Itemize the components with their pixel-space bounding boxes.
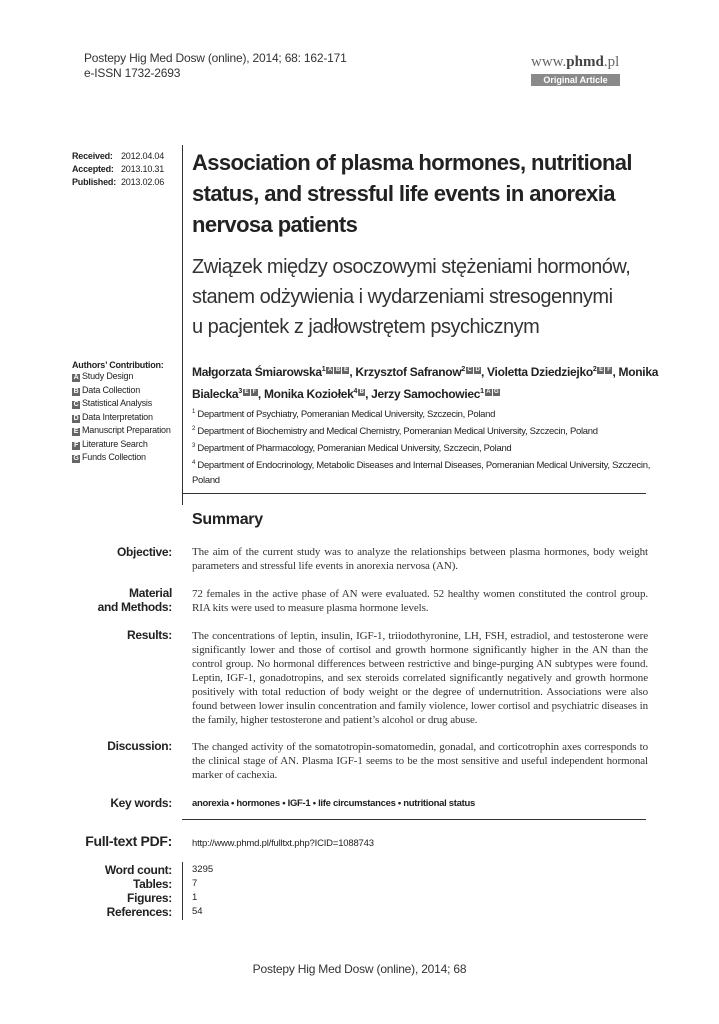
left-column-divider	[182, 145, 183, 505]
tables-value: 7	[192, 878, 198, 889]
contribution-item: C Statistical Analysis	[73, 398, 153, 408]
summary-heading: Summary	[192, 511, 263, 528]
author: Krzysztof Safranow$^2$ C D	[355, 365, 480, 379]
contribution-heading: Authors’ Contribution:	[72, 360, 164, 370]
site-suffix: .pl	[603, 54, 620, 70]
figures-label: Figures:	[127, 891, 172, 905]
dates-block	[72, 150, 164, 189]
stats-values	[192, 863, 213, 919]
affiliations	[192, 405, 662, 488]
contribution-item: G Funds Collection	[73, 452, 146, 462]
affiliation: $^1$ Department of Psychiatry, Pomeranian Medical University, Szczecin, Poland	[192, 409, 496, 421]
date-accepted: Accepted: 2013.10.31	[72, 164, 165, 174]
results-label: Results:	[127, 628, 172, 642]
affiliation: $^3$ Department of Pharmacology, Pomeranian Medical University, Szczecin, Poland	[192, 443, 512, 455]
word-count-label: Word count:	[104, 863, 172, 877]
discussion-label: Discussion:	[107, 739, 172, 753]
section-divider	[182, 819, 646, 820]
article-type-badge: Original Article	[531, 74, 620, 86]
word-count-value: 3295	[192, 864, 214, 875]
section-divider	[182, 493, 646, 494]
title-pl-line: u pacjentek z jadłowstrętem psychicznym	[192, 316, 540, 338]
site-prefix: www.	[531, 54, 567, 70]
contribution-item: B Data Collection	[73, 384, 141, 395]
contribution-item: F Literature Search	[73, 438, 148, 449]
references-value: 54	[192, 906, 203, 917]
fulltext-pdf-link[interactable]: http://www.phmd.pl/fulltxt.php?ICID=1088743	[192, 838, 374, 849]
article-title-pl	[192, 252, 652, 342]
results-text: The concentrations of leptin, insulin, IGF-1, triiodothyronine, LH, FSH, estradiol, and testosterone were significantly lower and those of cortisol and growth hormone significantly higher in the AN than the control group. No hormonal differences between restrictive and binge-purging AN subtypes were found. Leptin, IGF-1, gonadotropins, and sex steroids correlated significantly negatively and growth hormone positively with total reduction of body weight or the degree of undernutrition. Associations were also found between lower insulin concentration and family violence, lower cortisol and psychiatric diseases in the family, higher testosterone and patient’s alcohol or drug abuse.	[192, 630, 648, 726]
references-label: References:	[106, 905, 172, 919]
contribution-item: D Data Interpretation	[73, 411, 153, 422]
discussion-text: The changed activity of the somatotropin-somatomedin, gonadal, and corticotrophin axes corresponds to the clinical stage of AN. Plasma IGF-1 seems to be the most sensitive and useful independent hormonal marker of cachexia.	[192, 741, 648, 781]
methods-label: Material and Methods:	[97, 586, 172, 614]
site-logo[interactable]	[531, 54, 619, 71]
site-brand: phmd	[566, 54, 604, 70]
objective-text: The aim of the current study was to analyze the relationships between plasma hormones, body weight parameters and stressful life events in anorexia nervosa (AN).	[192, 546, 648, 572]
author: Jerzy Samochowiec$^1$ A G	[371, 387, 499, 401]
figures-value: 1	[192, 892, 198, 903]
title-pl-line: stanem odżywienia i wydarzeniami stresogennymi	[192, 286, 613, 308]
stats-labels	[52, 863, 172, 919]
date-received: Received: 2012.04.04	[72, 151, 165, 161]
fulltext-pdf-label: Full-text PDF:	[85, 833, 172, 849]
author: Małgorzata Śmiarowska$^1$ A B E	[192, 365, 348, 379]
contribution-item: A Study Design	[73, 371, 134, 381]
author: Violetta Dziedziejko$^2$ E F	[487, 365, 611, 379]
date-published: Published: 2013.02.06	[72, 177, 165, 187]
author-list: Małgorzata Śmiarowska$^1$ A B E , Krzysztof Safranow$^2$ C D, Violetta Dziedziejko$^2$ E F , Monika Bialecka$^3$ E F , Monika Koziołek$^4$ B, Jerzy Samochowiec$^1$ A G	[192, 365, 659, 401]
title-pl-line: Związek między osoczowymi stężeniami hormonów,	[192, 256, 631, 278]
objective-label: Objective:	[116, 545, 172, 559]
methods-text: 72 females in the active phase of AN were evaluated. 52 healthy women constituted the control group. RIA kits were used to measure plasma hormone levels.	[192, 588, 648, 614]
author: Monika Bialecka$^3$ E F	[192, 365, 659, 401]
contribution-item: E Manuscript Preparation	[73, 425, 171, 435]
stats-divider	[182, 862, 183, 920]
journal-issn: e-ISSN 1732-2693	[84, 66, 181, 80]
article-title-en: Association of plasma hormones, nutritional status, and stressful life events in anorexia nervosa patients	[192, 150, 632, 237]
authors-contribution	[72, 360, 171, 465]
keywords-label: Key words:	[110, 796, 172, 810]
affiliation: $^4$ Department of Endocrinology, Metabolic Diseases and Internal Diseases, Pomeranian Medical University, Szczecin, Poland	[192, 460, 651, 486]
page-footer: Postepy Hig Med Dosw (online), 2014; 68	[252, 962, 467, 976]
affiliation: $^2$ Department of Biochemistry and Medical Chemistry, Pomeranian Medical University, Szczecin, Poland	[192, 426, 598, 438]
keywords-text: anorexia • hormones • IGF-1 • life circumstances • nutritional status	[192, 798, 475, 809]
author: Monika Koziołek$^4$ B	[263, 387, 364, 401]
tables-label: Tables:	[132, 877, 172, 891]
journal-citation: Postepy Hig Med Dosw (online), 2014; 68: 162-171	[84, 51, 347, 65]
